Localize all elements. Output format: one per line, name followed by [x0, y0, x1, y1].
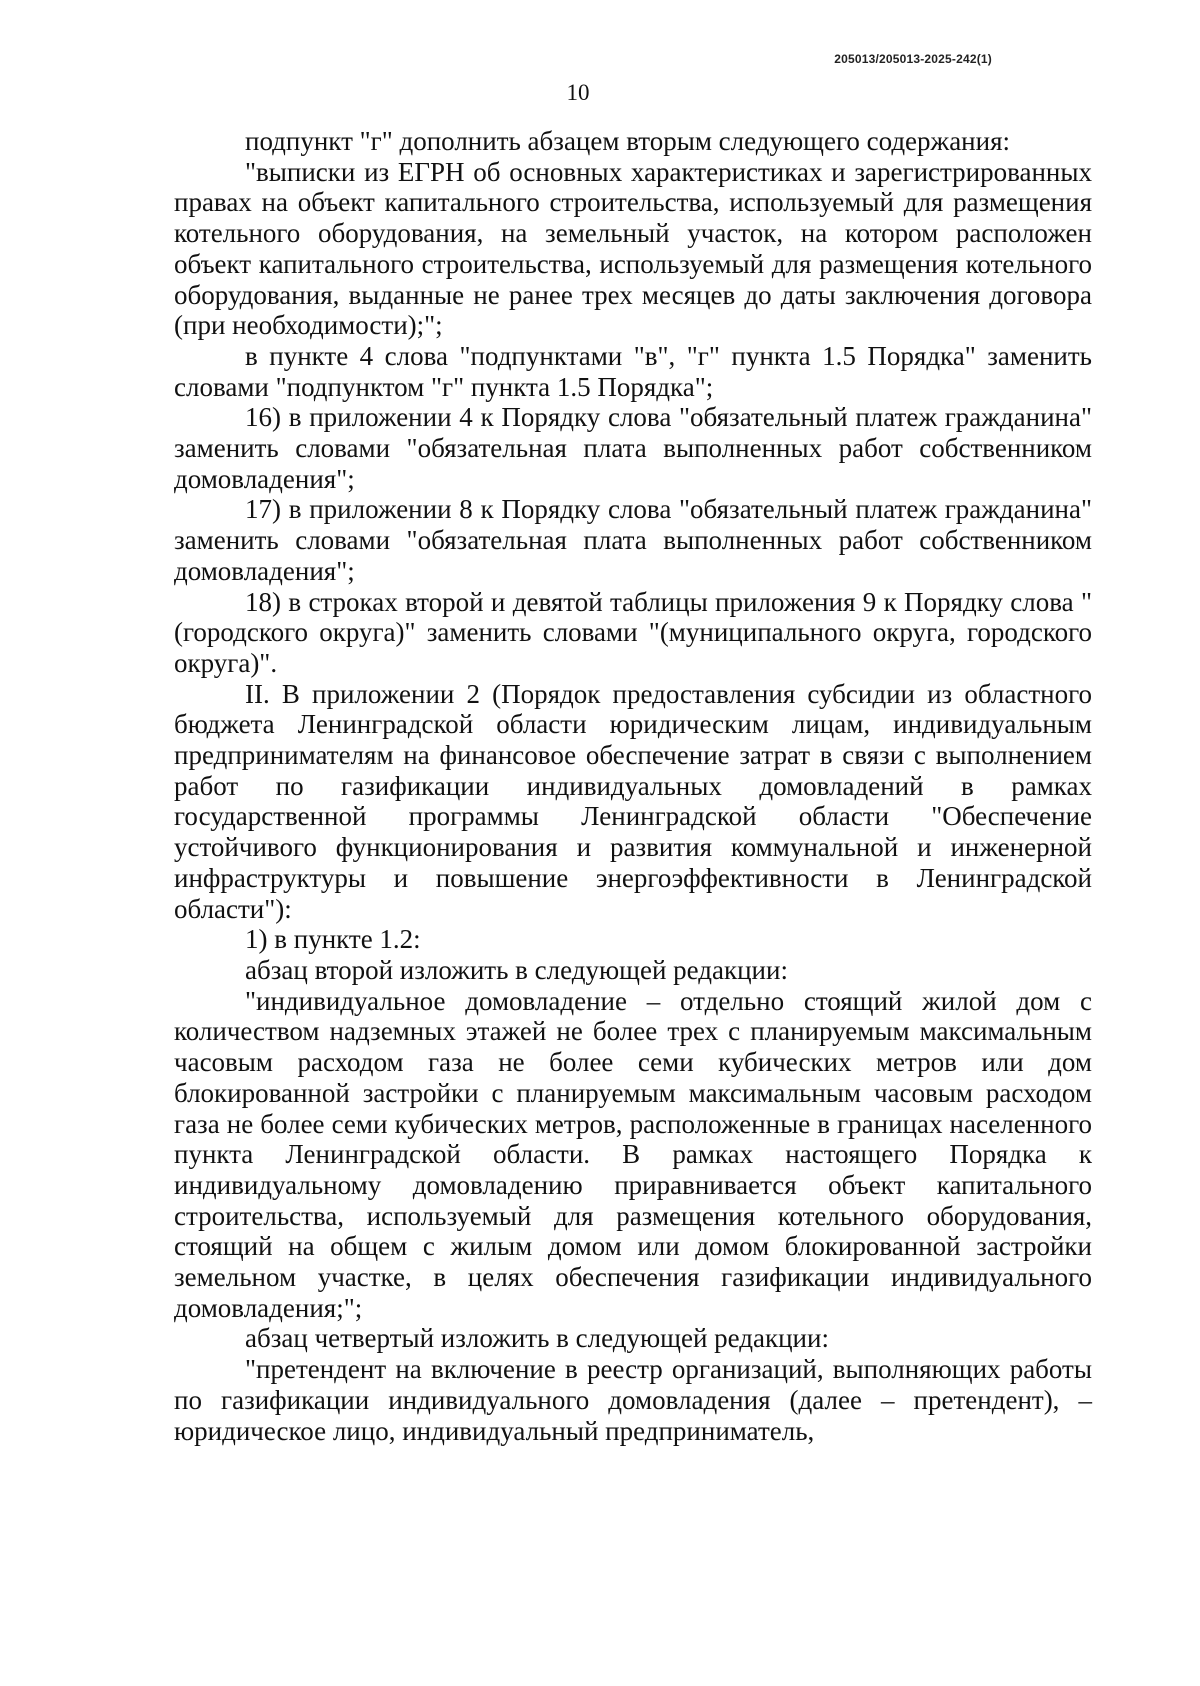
document-body — [174, 126, 1092, 1446]
paragraph-applicant-definition: "претендент на включение в реестр организаций, выполняющих работы по газификации индивидуального домовладения (далее – претендент), – юридическое лицо, индивидуальный предприниматель, — [174, 1354, 1092, 1446]
page-number: 10 — [566, 80, 590, 105]
paragraph-item-17: 17) в приложении 8 к Порядку слова "обязательный платеж гражданина" заменить словами "обязательная плата выполненных работ собственником домовладения"; — [174, 494, 1092, 586]
paragraph-egrn-extract: "выписки из ЕГРН об основных характеристиках и зарегистрированных правах на объект капитального строительства, используемый для размещения котельного оборудования, на земельный участок, на котором расположен объект капитального строительства, используемый для размещения котельного оборудования, выданные не ранее трех месяцев до даты заключения договора (при необходимости);"; — [174, 156, 1092, 341]
paragraph-point-1-2: 1) в пункте 1.2: — [245, 924, 421, 955]
paragraph-fourth-abzac-intro: абзац четвертый изложить в следующей редакции: — [245, 1323, 829, 1354]
paragraph-second-abzac-intro: абзац второй изложить в следующей редакции: — [245, 954, 788, 985]
document-id: 205013/205013-2025-242(1) — [834, 52, 992, 66]
paragraph-individual-household-definition: "индивидуальное домовладение – отдельно стоящий жилой дом с количеством надземных этажей не более трех с планируемым максимальным часовым расходом газа не более семи кубических метров или дом блокированной застройки с планируемым максимальным часовым расходом газа не более семи кубических метров, расположенные в границах населенного пункта Ленинградской области. В рамках настоящего Порядка к индивидуальному домовладению приравнивается объект капитального строительства, используемый для размещения котельного оборудования, стоящий на общем с жилым домом или домом блокированной застройки земельном участке, в целях обеспечения газификации индивидуального домовладения;"; — [174, 985, 1092, 1323]
paragraph-item-18: 18) в строках второй и девятой таблицы приложения 9 к Порядку слова "(городского округа)" заменить словами "(муниципального округа, городского округа)". — [174, 586, 1092, 678]
paragraph-subitem-g-intro: подпункт "г" дополнить абзацем вторым следующего содержания: — [245, 126, 1010, 156]
paragraph-section-ii: II. В приложении 2 (Порядок предоставления субсидии из областного бюджета Ленинградской области юридическим лицам, индивидуальным предпринимателям на финансовое обеспечение затрат в связи с выполнением работ по газификации индивидуальных домовладений в рамках государственной программы Ленинградской области "Обеспечение устойчивого функционирования и развития коммунальной и инженерной инфраструктуры и повышение энергоэффективности в Ленинградской области"): — [174, 678, 1092, 924]
paragraph-item-16: 16) в приложении 4 к Порядку слова "обязательный платеж гражданина" заменить словами "обязательная плата выполненных работ собственником домовладения"; — [174, 402, 1092, 494]
paragraph-point-4: в пункте 4 слова "подпунктами "в", "г" пункта 1.5 Порядка" заменить словами "подпунктом "г" пункта 1.5 Порядка"; — [174, 340, 1092, 402]
